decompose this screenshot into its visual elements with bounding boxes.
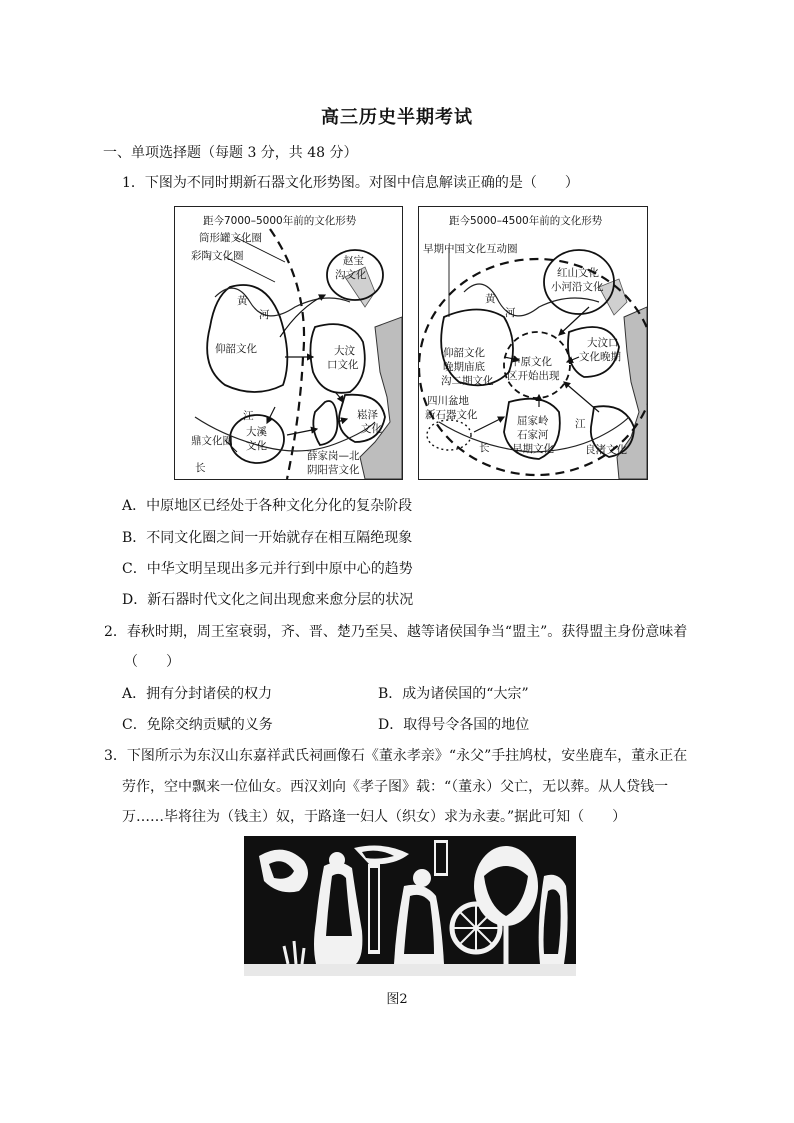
- question-3-stem-line-2: 劳作，空中飘来一位仙女。西汉刘向《孝子图》载：“（董永）父亡，无以葬。从人贷钱一: [122, 779, 669, 795]
- question-2-option-d: D．取得号令各国的地位: [378, 717, 530, 733]
- map-right-label: 晚期庙底: [443, 361, 485, 373]
- map-right-label: 区开始出现: [507, 370, 560, 382]
- question-1-option-d: D．新石器时代文化之间出现愈来愈分层的状况: [122, 592, 414, 608]
- map-right: [418, 206, 648, 480]
- question-2-option-c: C．免除交纳贡赋的义务: [122, 717, 273, 733]
- map-left-label: 文化: [361, 423, 382, 435]
- map-left: [174, 206, 403, 480]
- map-right-label: 黄: [485, 293, 496, 305]
- map-left-label: 彩陶文化圈: [191, 250, 244, 262]
- map-left-title: 距今7000–5000年前的文化形势: [203, 215, 357, 227]
- section-heading: 一、单项选择题（每题 3 分，共 48 分）: [103, 145, 358, 161]
- question-2-option-a: A．拥有分封诸侯的权力: [122, 686, 273, 702]
- map-left-label: 崧泽: [357, 409, 378, 421]
- map-left-label: 黄: [237, 295, 248, 307]
- map-right-label: 长: [479, 442, 490, 454]
- stone-relief-image: [244, 836, 576, 976]
- question-3-stem-line-3: 万……毕将往为（钱主）奴，于路逢一妇人（织女）求为永妻。”据此可知（ ）: [122, 809, 627, 825]
- map-right-label: 四川盆地: [427, 395, 469, 407]
- map-right-label: 红山文化: [557, 267, 599, 279]
- map-right-label: 大汶口: [587, 337, 619, 349]
- map-right-label: 早期文化: [512, 443, 554, 455]
- map-left-label: 沟文化: [335, 269, 367, 281]
- stone-relief-drawing: [244, 836, 576, 976]
- figure-caption: 图2: [386, 992, 408, 1007]
- map-left-label: 鼎文化圈: [191, 435, 233, 447]
- map-left-label: 筒形罐文化圈: [199, 232, 262, 244]
- map-right-label: 石家河: [517, 429, 549, 441]
- map-left-label: 阴阳营文化: [307, 464, 360, 476]
- map-right-label: 良渚文化: [585, 444, 627, 456]
- map-left-label: 河: [259, 309, 270, 321]
- question-1-option-a: A．中原地区已经处于各种文化分化的复杂阶段: [122, 498, 413, 514]
- question-1-option-c: C．中华文明呈现出多元并行到中原中心的趋势: [122, 561, 413, 577]
- map-left-label: 大汶: [334, 345, 355, 357]
- page-title: 高三历史半期考试: [321, 107, 473, 128]
- map-right-label: 沟二期文化: [441, 375, 494, 387]
- map-right-title: 距今5000–4500年前的文化形势: [449, 215, 603, 227]
- map-right-label: 文化晚期: [579, 351, 621, 363]
- map-right-label: 仰韶文化: [443, 347, 485, 359]
- map-right-label: 河: [505, 307, 516, 319]
- map-left-label: 长: [195, 462, 206, 474]
- map-left-label: 口文化: [327, 359, 359, 371]
- map-left-label: 薛家岗—北: [307, 450, 360, 462]
- map-right-label: 江: [575, 418, 586, 430]
- question-1-stem: 1．下图为不同时期新石器文化形势图。对图中信息解读正确的是（ ）: [122, 175, 579, 191]
- question-2-stem: 2．春秋时期，周王室衰弱，齐、晋、楚乃至吴、越等诸侯国争当“盟主”。获得盟主身份意味着: [104, 624, 688, 640]
- question-1-option-b: B．不同文化圈之间一开始就存在相互隔绝现象: [122, 530, 413, 546]
- map-left-label: 赵宝: [343, 255, 364, 267]
- question-2-stem-continued: （ ）: [124, 654, 180, 670]
- map-left-label: 大溪: [246, 426, 267, 438]
- map-left-label: 文化: [246, 440, 267, 452]
- map-right-label: 中原文化: [510, 356, 552, 368]
- map-right-label: 屈家岭: [517, 415, 549, 427]
- map-right-label: 小河沿文化: [551, 281, 604, 293]
- question-2-option-b: B．成为诸侯国的“大宗”: [378, 686, 529, 702]
- map-left-label: 江: [243, 410, 254, 422]
- map-left-label: 仰韶文化: [215, 343, 257, 355]
- map-right-label: 新石器文化: [425, 409, 478, 421]
- map-right-label: 早期中国文化互动圈: [423, 243, 518, 255]
- question-3-stem-line-1: 3．下图所示为东汉山东嘉祥武氏祠画像石《董永孝亲》“永父”手拄鸠杖，安坐鹿车，董永正在: [104, 748, 688, 764]
